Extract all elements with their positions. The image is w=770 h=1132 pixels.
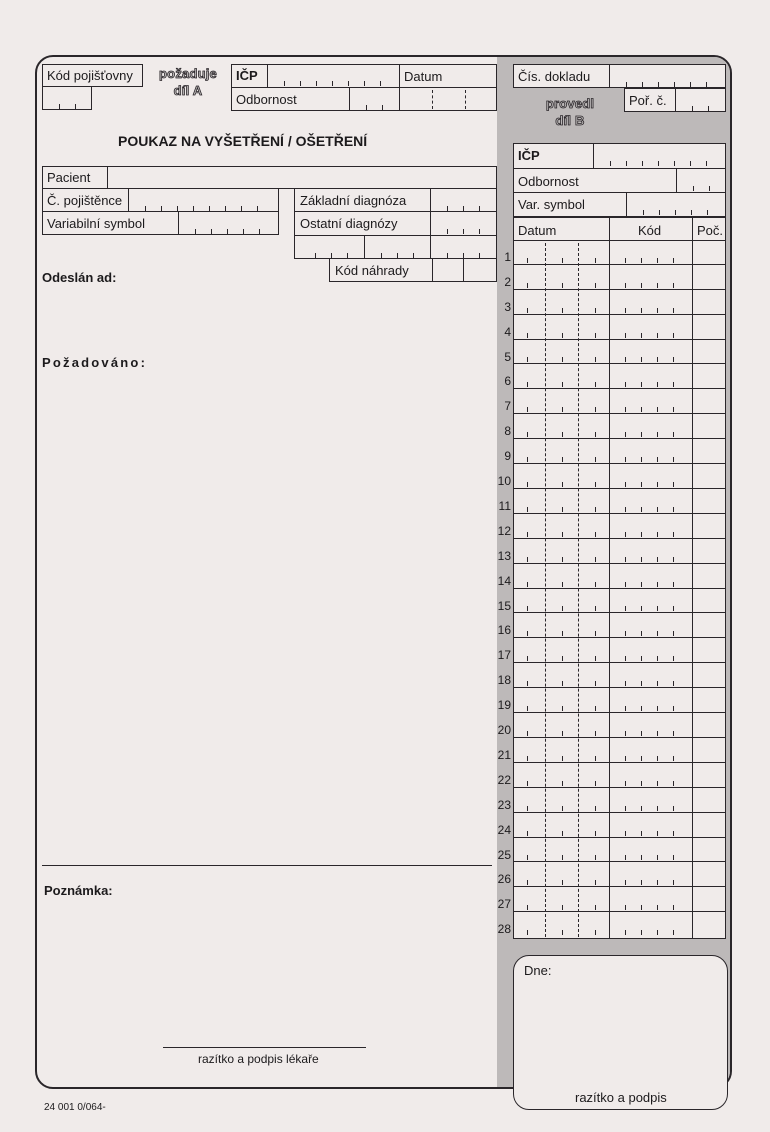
- table-row[interactable]: [513, 663, 726, 688]
- table-row[interactable]: [513, 365, 726, 390]
- table-row[interactable]: [513, 539, 726, 564]
- table-row[interactable]: [513, 788, 726, 813]
- table-row[interactable]: [513, 514, 726, 539]
- zakladni-diagnoza-label: Základní diagnóza: [300, 193, 407, 208]
- razitko-b-label: razítko a podpis: [575, 1090, 667, 1105]
- patient-box: [42, 166, 497, 189]
- por-c-label: Poř. č.: [629, 93, 667, 108]
- form-title: POUKAZ NA VYŠETŘENÍ / OŠETŘENÍ: [118, 133, 368, 149]
- row-number: 28: [497, 922, 511, 937]
- var-symbol-label: Var. symbol: [518, 197, 585, 212]
- row-number: 3: [504, 299, 511, 314]
- table-row[interactable]: [513, 738, 726, 763]
- table-row[interactable]: [513, 464, 726, 489]
- col-datum: Datum: [518, 223, 557, 238]
- pacient-label: Pacient: [47, 170, 91, 185]
- odeslan-ad-label: Odeslán ad:: [42, 270, 117, 285]
- row-number: 10: [497, 474, 511, 488]
- razitko-lekare-label: razítko a podpis lékaře: [198, 1052, 319, 1066]
- table-row[interactable]: [513, 614, 726, 639]
- table-row[interactable]: [513, 763, 726, 788]
- col-poc: Poč.: [697, 223, 724, 238]
- c-pojistence-label: Č. pojištěnce: [47, 193, 123, 208]
- table-row[interactable]: [513, 315, 726, 340]
- icp-b-label: IČP: [518, 148, 540, 163]
- variabilni-symbol-ticks: [195, 229, 263, 234]
- pozaduje-label: požaduje: [159, 66, 217, 81]
- odbornost-a-ticks: [366, 105, 384, 110]
- row-number: 9: [504, 449, 511, 464]
- table-row[interactable]: [513, 813, 726, 838]
- row-number: 14: [497, 573, 511, 588]
- table-row[interactable]: [513, 912, 726, 937]
- row-number: 13: [497, 548, 511, 563]
- odbornost-b-label: Odbornost: [518, 174, 579, 189]
- row-number: 5: [504, 349, 511, 364]
- dne-label: Dne:: [524, 963, 552, 978]
- table-row[interactable]: [513, 887, 726, 912]
- table-row[interactable]: [513, 713, 726, 738]
- row-number: 4: [504, 324, 511, 339]
- poznamka-label: Poznámka:: [44, 883, 113, 898]
- row-number: 19: [497, 698, 511, 713]
- pozadovano-label: Požadováno:: [42, 355, 148, 370]
- kod-nahrady-label: Kód náhrady: [335, 263, 409, 278]
- table-row[interactable]: [513, 290, 726, 315]
- icp-a-ticks: [284, 81, 384, 86]
- table-row[interactable]: [513, 340, 726, 365]
- row-number: 11: [498, 498, 511, 513]
- row-number: 15: [497, 598, 511, 613]
- row-number: 27: [497, 897, 511, 912]
- table-row[interactable]: [513, 489, 726, 514]
- table-row[interactable]: [513, 564, 726, 589]
- row-number: 2: [504, 274, 511, 289]
- table-row[interactable]: [513, 638, 726, 663]
- ostatni-diagnozy-label: Ostatní diagnózy: [300, 216, 398, 231]
- dil-a-label: díl A: [173, 83, 203, 98]
- row-number: 8: [504, 424, 511, 439]
- kod-pojistovny-label: Kód pojišťovny: [47, 68, 133, 83]
- odbornost-a-label: Odbornost: [236, 92, 297, 107]
- row-number: 26: [497, 872, 511, 887]
- row-number: 6: [504, 374, 511, 389]
- icp-a-label: IČP: [236, 68, 258, 83]
- table-row[interactable]: [513, 439, 726, 464]
- row-number: 16: [497, 623, 511, 638]
- signature-line-a: [163, 1047, 366, 1048]
- datum-a-label: Datum: [404, 69, 443, 84]
- table-row[interactable]: [513, 863, 726, 888]
- table-row[interactable]: [513, 414, 726, 439]
- variabilni-symbol-label: Variabilní symbol: [47, 216, 146, 231]
- dne-box: [513, 955, 728, 1110]
- table-row[interactable]: [513, 389, 726, 414]
- row-number: 20: [497, 723, 511, 737]
- table-row[interactable]: [513, 240, 726, 265]
- kod-pojistovny-ticks: [59, 104, 77, 109]
- row-number: 23: [497, 797, 511, 812]
- row-number: 24: [497, 822, 511, 837]
- row-number: 17: [497, 648, 511, 663]
- provedl-label: provedl: [545, 96, 595, 111]
- row-number: 21: [497, 747, 511, 762]
- cis-dokladu-label: Čís. dokladu: [518, 69, 591, 84]
- row-number: 22: [497, 772, 511, 787]
- table-row[interactable]: [513, 688, 726, 713]
- poznamka-divider: [42, 865, 492, 866]
- form-code: 24 001 0/064-: [44, 1102, 106, 1113]
- row-number: 7: [504, 399, 511, 414]
- table-row[interactable]: [513, 838, 726, 863]
- col-kod: Kód: [638, 223, 662, 238]
- row-number: 1: [504, 249, 511, 264]
- dil-b-label: díl B: [555, 113, 585, 128]
- row-number: 18: [497, 673, 511, 688]
- table-row[interactable]: [513, 589, 726, 614]
- row-number: 25: [497, 847, 511, 862]
- table-row[interactable]: [513, 265, 726, 290]
- row-number: 12: [497, 523, 511, 538]
